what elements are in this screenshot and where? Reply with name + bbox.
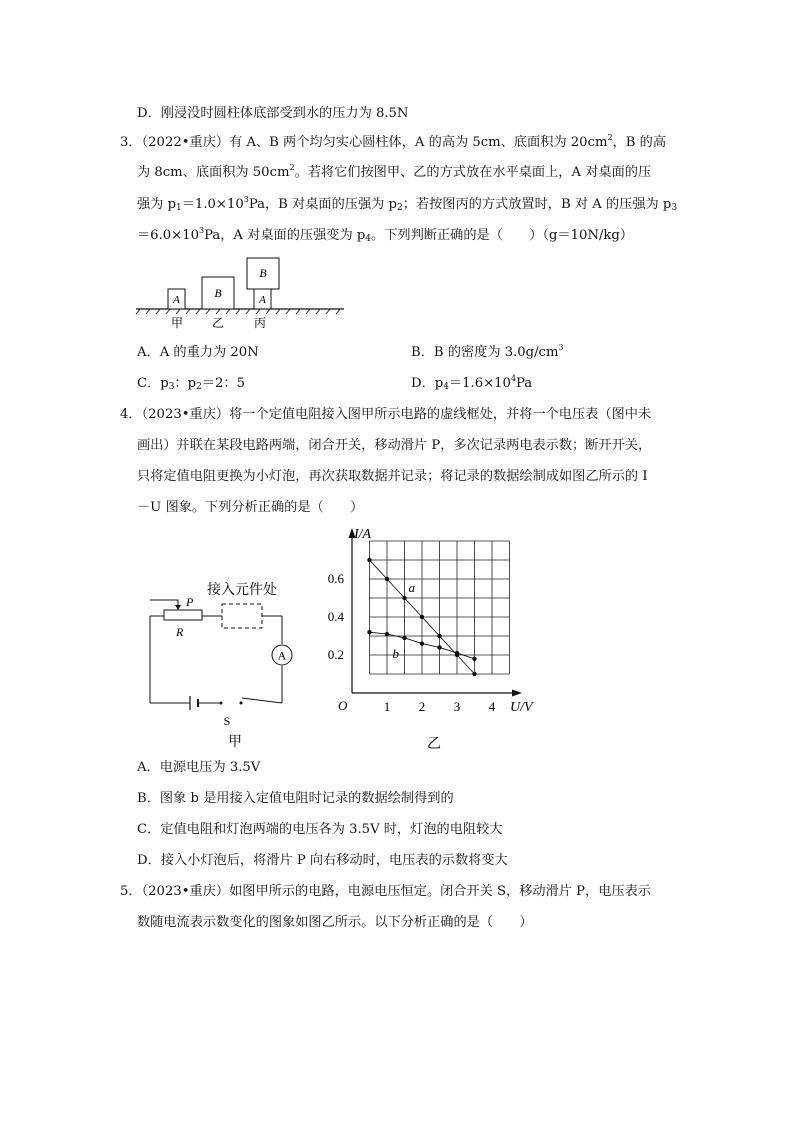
q2-option-d: D．刚浸没时圆柱体底部受到水的压力为 8.5N: [137, 106, 409, 121]
block-a-jia-label: A: [173, 294, 180, 306]
q3-stem-line2: 为 8cm、底面积为 $50cm^2$。若将它们按图甲、乙的方式放在水平桌面上，A 对桌面的压: [137, 163, 652, 180]
data-point-a: [385, 577, 389, 581]
q3-stem-line4: $=6.0\times 10^3Pa$，A 对桌面的压强变为 $p_4$。下列判断正确的是（ ）（g＝10N/kg）: [137, 226, 634, 244]
q3-stem-line3: 强为 $p_1=1.0\times 10^3Pa$，B 对桌面的压强为 $p_2$；若按图丙的方式放置时，B 对 A 的压强为 $p_3$: [137, 195, 678, 213]
q3-option-b: B．B 的密度为 $3.0g/cm^3$: [411, 343, 564, 360]
caption-yi: 乙: [211, 316, 225, 330]
table-hatching: [136, 309, 340, 314]
data-point-b: [367, 630, 371, 634]
q3-option-d: D．$p_4=1.6\times 10^4Pa$: [411, 374, 533, 392]
slot-label: 接入元件处: [207, 583, 277, 598]
data-point-b: [437, 645, 441, 649]
origin-label: O: [338, 698, 348, 713]
data-point-b: [472, 657, 476, 661]
ammeter-label: A: [277, 648, 287, 663]
q3-stem-line1: 3．（2022•重庆）有 A、B 两个均匀实心圆柱体，A 的高为 5cm、底面积为 $20cm^2$，B 的高: [120, 133, 667, 150]
series-label-a: a: [408, 580, 415, 595]
block-b-bing-label: B: [259, 266, 267, 280]
q4-iu-graph: [327, 520, 545, 752]
data-point-b: [385, 632, 389, 636]
data-point-a: [367, 558, 371, 562]
q4-stem-line3: 只将定值电阻更换为小灯泡，再次获取数据并记录；将记录的数据绘制成如图乙所示的 I: [137, 469, 648, 484]
data-point-a: [437, 634, 441, 638]
graph-caption: 乙: [427, 737, 441, 752]
series-label-b: b: [392, 645, 399, 661]
x-tick-label: 1: [383, 699, 391, 714]
y-axis-label: I/A: [354, 527, 372, 542]
slider-p-label: P: [186, 595, 194, 609]
q4-option-d: D．接入小灯泡后，将滑片 P 向右移动时，电压表的示数将变大: [137, 853, 508, 868]
x-tick-label: 2: [418, 699, 426, 714]
data-point-a: [472, 672, 476, 676]
q3-option-c: C．$p_3$：$p_2=2$：5: [137, 376, 245, 392]
block-b-yi-label: B: [214, 286, 222, 300]
q5-stem-line2: 数随电流表示数变化的图象如图乙所示。以下分析正确的是（ ）: [137, 915, 533, 930]
q4-stem-line1: 4．（2023•重庆）将一个定值电阻接入图甲所示电路的虚线框处，并将一个电压表（图中未: [120, 407, 652, 422]
switch-pivot: [220, 702, 223, 705]
caption-bing: 丙: [253, 316, 267, 330]
data-point-b: [455, 651, 459, 655]
q4-option-b: B．图象 b 是用接入定值电阻时记录的数据绘制得到的: [137, 791, 454, 806]
graph-grid: [370, 541, 510, 674]
q4-option-a: A．电源电压为 3.5V: [137, 760, 261, 775]
data-point-b: [420, 641, 424, 645]
q5-stem-line1: 5．（2023•重庆）如图甲所示的电路，电源电压恒定。闭合开关 S，移动滑片 P，电压表示: [120, 884, 651, 899]
q3-option-a: A．A 的重力为 20N: [137, 345, 259, 360]
y-tick-label: 0.6: [327, 571, 344, 586]
data-point-b: [402, 636, 406, 640]
q4-stem-line4: －U 图象。下列分析正确的是（ ）: [137, 500, 364, 515]
circuit-caption: 甲: [228, 735, 242, 750]
x-axis-arrow: [512, 690, 522, 697]
y-tick-label: 0.4: [327, 609, 344, 624]
graph-axes: [349, 528, 523, 697]
x-tick-label: 3: [453, 699, 461, 714]
caption-jia: 甲: [170, 316, 184, 330]
block-a-bing-label: A: [259, 294, 266, 306]
x-tick-label: 4: [488, 699, 496, 714]
switch-contact: [240, 702, 243, 705]
q4-option-c: C．定值电阻和灯泡两端的电压各为 3.5V 时，灯泡的电阻较大: [137, 822, 503, 837]
q4-stem-line2: 画出）并联在某段电路两端，闭合开关，移动滑片 P，多次记录两电表示数；断开开关，: [137, 438, 652, 453]
q4-circuit-diagram: [140, 572, 305, 752]
q3-blocks-figure: [136, 252, 346, 332]
y-tick-label: 0.2: [327, 647, 344, 662]
data-point-a: [402, 596, 406, 600]
x-axis-label: U/V: [510, 700, 533, 715]
switch-s-label: S: [223, 714, 231, 728]
rheostat-r-label: R: [176, 625, 184, 639]
data-point-a: [420, 615, 424, 619]
component-slot: [222, 604, 262, 628]
